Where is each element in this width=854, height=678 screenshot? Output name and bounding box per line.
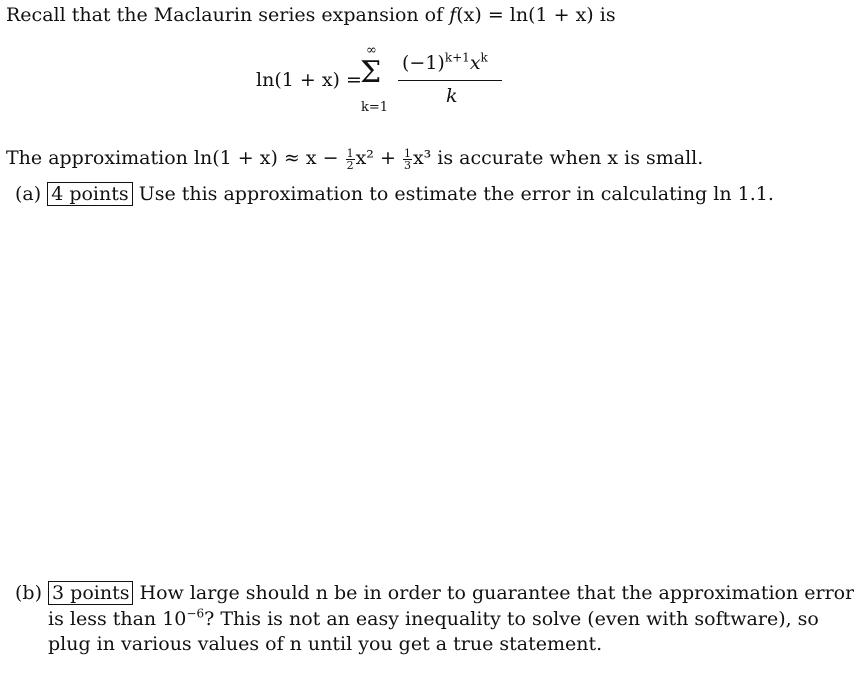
sum-upper-limit: ∞ xyxy=(366,43,377,58)
intro-line xyxy=(6,3,616,27)
part-a-question: Use this approximation to estimate the error in calculating ln 1.1. xyxy=(138,183,774,205)
numerator-exponent: k+1 xyxy=(444,50,470,65)
part-b-line2 xyxy=(48,607,819,631)
series-numerator xyxy=(402,51,488,75)
part-b-exponent: −6 xyxy=(186,606,205,621)
fraction-one-third: $\frac{1}{3}$ xyxy=(403,146,411,172)
part-a-points-badge: 4 points xyxy=(47,182,132,206)
intro-function-expression: (x) = ln(1 + x) is xyxy=(456,4,616,26)
fraction-one-half: $\frac{1}{2}$ xyxy=(346,146,354,172)
part-b-question-line1: How large should n be in order to guarantee that the approximation error xyxy=(139,582,854,604)
approx-suffix: x³ is accurate when x is small. xyxy=(412,147,704,169)
intro-function-symbol: f xyxy=(449,4,457,26)
part-b-question-line2b: ? This is not an easy inequality to solve (even with software), so xyxy=(204,608,819,630)
numerator-x: x xyxy=(469,52,481,74)
series-lhs: ln(1 + x) = xyxy=(256,69,362,91)
approx-prefix: The approximation ln(1 + x) ≈ x − xyxy=(6,147,339,169)
fraction-bar xyxy=(398,80,502,81)
part-a-label: (a) xyxy=(15,183,42,205)
part-b-label: (b) xyxy=(15,582,42,604)
part-b-question-line2a: is less than 10 xyxy=(48,608,187,630)
intro-text: Recall that the Maclaurin series expansion of xyxy=(6,4,444,26)
numerator-x-exponent: k xyxy=(480,50,488,65)
sum-symbol: Σ xyxy=(360,55,382,90)
part-a-line xyxy=(15,182,774,206)
part-b-line3: plug in various values of n until you get a true statement. xyxy=(48,633,603,655)
part-b-line xyxy=(15,581,854,605)
approx-mid: x² + xyxy=(355,147,396,169)
part-b-points-badge: 3 points xyxy=(48,581,133,605)
numerator-base: (−1) xyxy=(402,52,445,74)
approximation-line xyxy=(6,146,703,171)
sum-lower-limit: k=1 xyxy=(361,100,389,115)
series-denominator: k xyxy=(446,85,458,107)
